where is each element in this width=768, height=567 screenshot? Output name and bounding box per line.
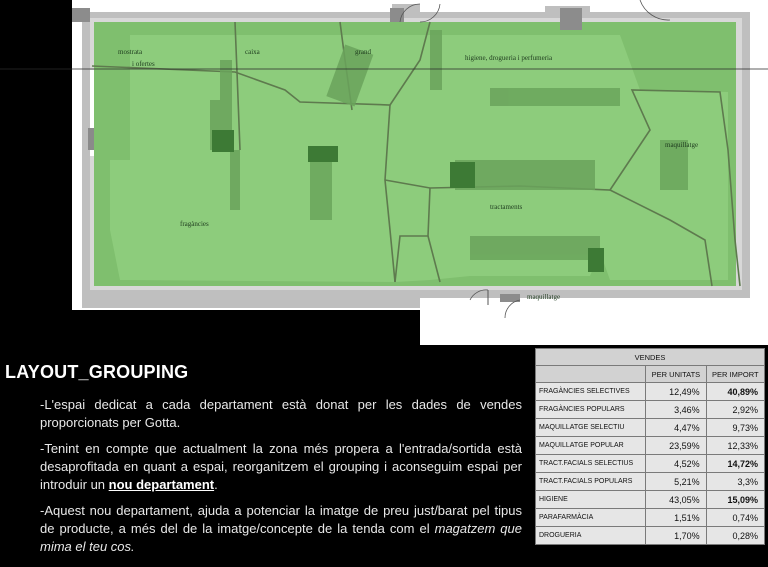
row-import: 14,72% <box>706 455 764 473</box>
row-import: 0,74% <box>706 509 764 527</box>
row-name: FRAGÀNCIES POPULARS <box>536 401 646 419</box>
new-department-highlight: nou departament <box>108 477 215 492</box>
label-fragancies: fragàncies <box>180 220 209 228</box>
header-empty <box>536 366 646 383</box>
label-higiene: higiene, drogueria i perfumeria <box>465 54 553 62</box>
header-units: PER UNITATS <box>646 366 706 383</box>
row-units: 23,59% <box>646 437 706 455</box>
paragraph-2-text: -Tenint en compte que actualment la zona més propera a l'entrada/sortida està desaprofitada en quant a espai, reorganitzem el grouping i aconseguim espai per introduir un <box>40 441 522 492</box>
row-units: 43,05% <box>646 491 706 509</box>
paragraph-3 <box>40 502 522 556</box>
row-units: 4,47% <box>646 419 706 437</box>
paragraph-1-text: -L'espai dedicat a cada departament està donat per les dades de vendes proporcionats per Gotta. <box>40 397 522 430</box>
row-import: 2,92% <box>706 401 764 419</box>
table-row <box>536 509 765 527</box>
label-mostrador: mostrata <box>118 48 143 56</box>
row-import: 15,09% <box>706 491 764 509</box>
row-import: 40,89% <box>706 383 764 401</box>
label-maquillatge-bottom: maquillatge <box>527 293 561 301</box>
row-units: 4,52% <box>646 455 706 473</box>
row-name: TRACT.FACIALS POPULARS <box>536 473 646 491</box>
label-caixa: caixa <box>245 48 260 56</box>
table-row <box>536 455 765 473</box>
label-ofertes: i ofertes <box>132 60 155 68</box>
sales-table-title: VENDES <box>536 349 765 366</box>
sales-table-header-row <box>536 366 765 383</box>
header-import: PER IMPORT <box>706 366 764 383</box>
paragraph-3-text: -Aquest nou departament, ajuda a potenciar la imatge de preu just/barat pel tipus de producte, a més del de la imatge/concepte de la tenda com el <box>40 503 522 536</box>
row-name: MAQUILLATGE SELECTIU <box>536 419 646 437</box>
sales-table-title-row <box>536 349 765 366</box>
table-row <box>536 473 765 491</box>
paragraph-2-suffix: . <box>214 477 218 492</box>
paragraph-1 <box>40 396 522 432</box>
table-row <box>536 527 765 545</box>
row-units: 1,70% <box>646 527 706 545</box>
label-grand: grand <box>355 48 371 56</box>
table-row <box>536 419 765 437</box>
row-import: 12,33% <box>706 437 764 455</box>
sales-table <box>535 348 765 545</box>
table-row <box>536 437 765 455</box>
row-name: TRACT.FACIALS SELECTIUS <box>536 455 646 473</box>
row-import: 9,73% <box>706 419 764 437</box>
paragraph-2 <box>40 440 522 494</box>
table-row <box>536 491 765 509</box>
paragraph-3-italic: magatzem que mima el teu cos. <box>40 521 522 554</box>
row-units: 12,49% <box>646 383 706 401</box>
slide-title: LAYOUT_GROUPING <box>5 362 189 382</box>
row-name: DROGUERIA <box>536 527 646 545</box>
row-units: 5,21% <box>646 473 706 491</box>
row-name: FRAGÀNCIES SELECTIVES <box>536 383 646 401</box>
row-units: 1,51% <box>646 509 706 527</box>
row-import: 3,3% <box>706 473 764 491</box>
table-row <box>536 383 765 401</box>
row-name: HIGIENE <box>536 491 646 509</box>
row-name: PARAFARMÀCIA <box>536 509 646 527</box>
row-name: MAQUILLATGE POPULAR <box>536 437 646 455</box>
row-units: 3,46% <box>646 401 706 419</box>
label-tractaments: tractaments <box>490 203 523 211</box>
label-maquillatge: maquillatge <box>665 141 699 149</box>
table-row <box>536 401 765 419</box>
row-import: 0,28% <box>706 527 764 545</box>
